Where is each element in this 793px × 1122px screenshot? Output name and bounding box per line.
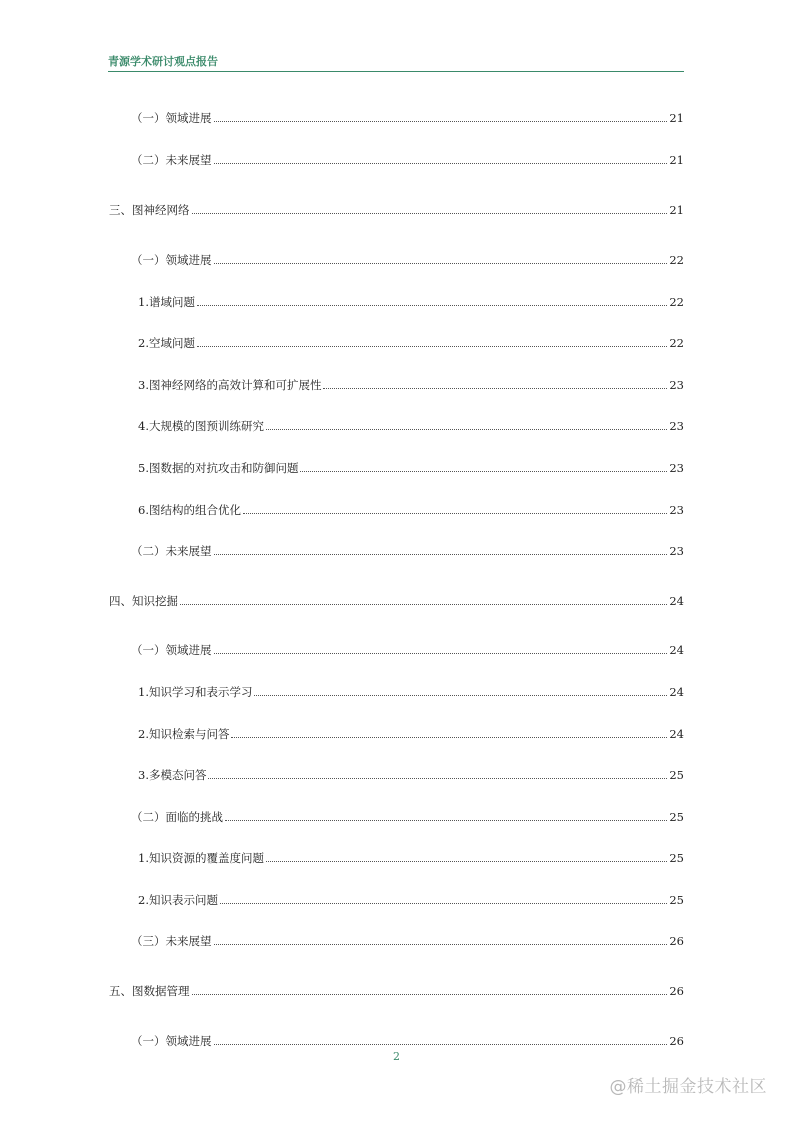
toc-entry-label: （二）面临的挑战 [131,810,223,824]
toc-entry-label: 2.空域问题 [138,336,195,350]
toc-dot-leader [214,1044,668,1045]
toc-dot-leader [214,121,668,122]
toc-dot-leader [254,695,667,696]
toc-entry-page-number: 22 [669,295,684,309]
toc-entry-page-number: 21 [669,111,684,125]
toc-entry[interactable] [109,591,684,609]
toc-entry[interactable] [138,682,684,700]
toc-dot-leader [197,346,667,347]
toc-dot-leader [231,737,667,738]
toc-entry-page-number: 23 [669,461,684,475]
running-header-title: 青源学术研讨观点报告 [108,55,218,68]
toc-entry-page-number: 21 [669,153,684,167]
toc-entry[interactable] [131,640,684,658]
toc-entry[interactable] [138,292,684,310]
toc-entry[interactable] [131,1031,684,1049]
toc-entry-label: （三）未来展望 [131,934,212,948]
toc-entry-label: （一）领域进展 [131,1034,212,1048]
toc-dot-leader [214,263,668,264]
toc-entry-label: 6.图结构的组合优化 [138,503,241,517]
toc-entry[interactable] [138,848,684,866]
toc-entry-label: 2.知识检索与问答 [138,727,230,741]
page-number: 2 [393,1050,400,1063]
watermark-text: @稀土掘金技术社区 [609,1077,767,1097]
toc-dot-leader [300,471,667,472]
toc-dot-leader [192,994,668,995]
toc-dot-leader [243,513,667,514]
toc-entry-page-number: 24 [669,594,684,608]
toc-entry-page-number: 25 [669,768,684,782]
toc-dot-leader [214,554,668,555]
toc-entry-label: 三、图神经网络 [109,203,190,217]
toc-entry-label: 1.知识学习和表示学习 [138,685,253,699]
toc-entry-label: 五、图数据管理 [109,984,190,998]
toc-entry-page-number: 22 [669,336,684,350]
toc-dot-leader [180,604,667,605]
toc-dot-leader [220,903,667,904]
toc-entry-label: 3.多模态问答 [138,768,207,782]
toc-entry-page-number: 22 [669,253,684,267]
toc-entry-page-number: 26 [669,1034,684,1048]
toc-entry[interactable] [138,765,684,783]
toc-dot-leader [214,163,668,164]
toc-entry[interactable] [138,416,684,434]
toc-entry-page-number: 24 [669,685,684,699]
toc-entry-label: 1.知识资源的覆盖度问题 [138,851,264,865]
toc-entry[interactable] [109,200,684,218]
header-divider [108,71,684,72]
toc-entry[interactable] [131,150,684,168]
toc-entry[interactable] [138,333,684,351]
toc-entry-page-number: 24 [669,727,684,741]
toc-entry[interactable] [131,807,684,825]
toc-entry-page-number: 24 [669,643,684,657]
toc-entry-page-number: 23 [669,378,684,392]
toc-entry-page-number: 25 [669,810,684,824]
toc-entry-label: 3.图神经网络的高效计算和可扩展性 [138,378,322,392]
toc-entry[interactable] [131,108,684,126]
toc-entry-page-number: 23 [669,419,684,433]
toc-dot-leader [214,653,668,654]
toc-entry[interactable] [138,458,684,476]
toc-entry-page-number: 26 [669,984,684,998]
toc-entry-label: 4.大规模的图预训练研究 [138,419,264,433]
toc-dot-leader [214,944,668,945]
toc-entry[interactable] [131,931,684,949]
toc-entry-page-number: 21 [669,203,684,217]
toc-entry-label: （二）未来展望 [131,153,212,167]
toc-entry-label: （一）领域进展 [131,643,212,657]
toc-entry[interactable] [131,250,684,268]
toc-entry-label: 四、知识挖掘 [109,594,178,608]
toc-dot-leader [266,861,667,862]
toc-entry-page-number: 25 [669,851,684,865]
toc-entry[interactable] [131,541,684,559]
toc-dot-leader [266,429,667,430]
toc-entry-label: 5.图数据的对抗攻击和防御问题 [138,461,299,475]
toc-dot-leader [197,305,667,306]
toc-dot-leader [208,778,667,779]
toc-entry-label: （二）未来展望 [131,544,212,558]
toc-entry[interactable] [109,981,684,999]
toc-entry-page-number: 23 [669,544,684,558]
toc-dot-leader [225,820,667,821]
toc-entry-label: 1.谱域问题 [138,295,195,309]
toc-entry[interactable] [138,500,684,518]
toc-entry[interactable] [138,724,684,742]
toc-entry[interactable] [138,375,684,393]
toc-entry-page-number: 23 [669,503,684,517]
toc-entry[interactable] [138,890,684,908]
toc-entry-label: （一）领域进展 [131,253,212,267]
toc-entry-label: 2.知识表示问题 [138,893,218,907]
toc-entry-page-number: 26 [669,934,684,948]
toc-dot-leader [192,213,668,214]
toc-entry-label: （一）领域进展 [131,111,212,125]
toc-entry-page-number: 25 [669,893,684,907]
toc-dot-leader [323,388,667,389]
